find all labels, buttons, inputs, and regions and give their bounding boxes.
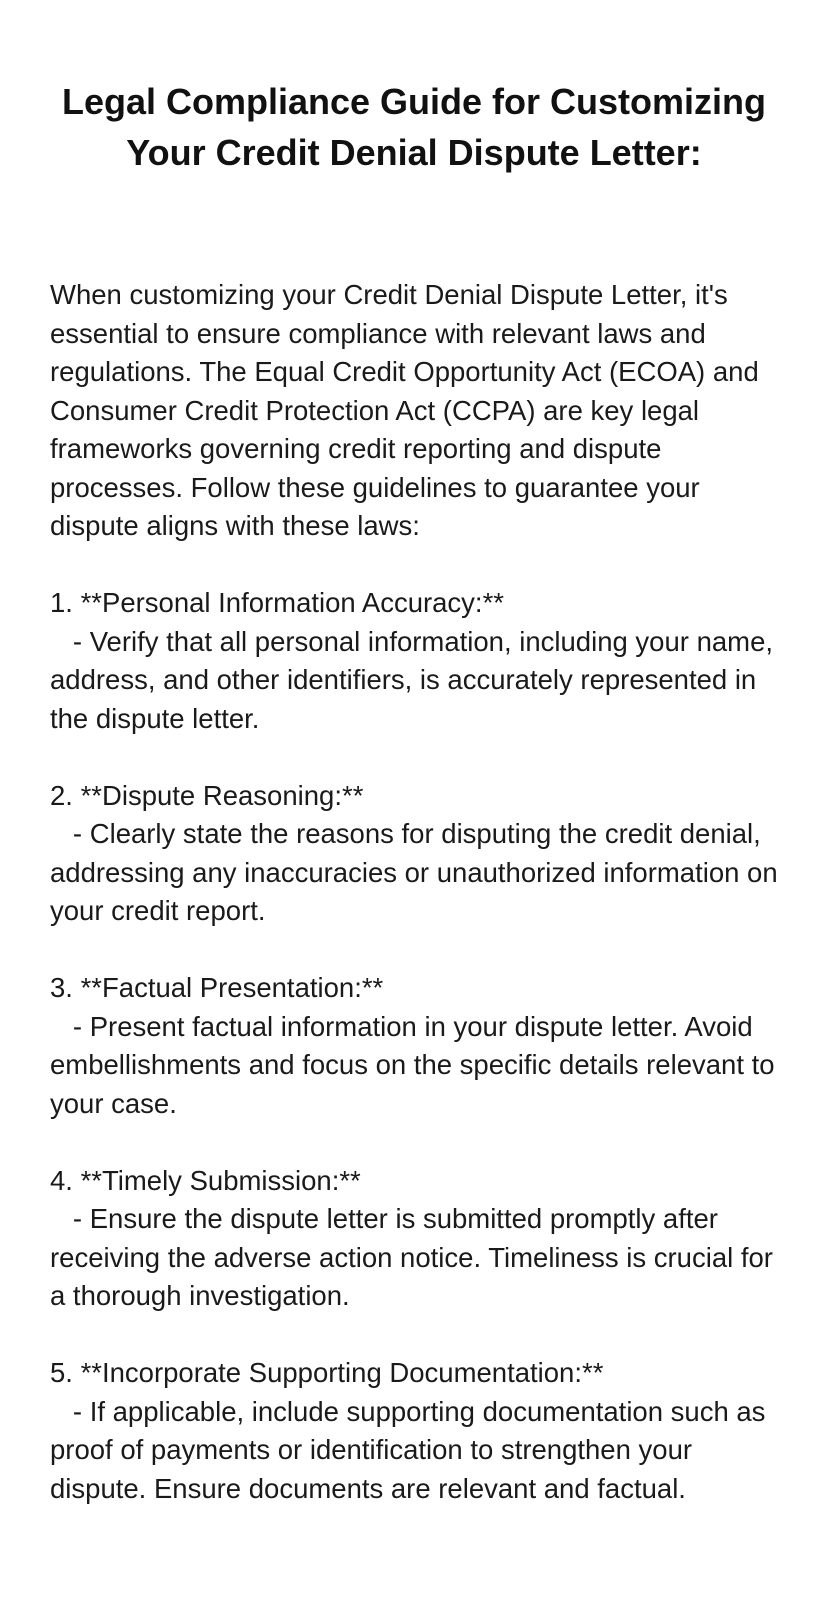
page-title: Legal Compliance Guide for Customizing Your Credit Denial Dispute Letter: (61, 81, 767, 173)
section-heading: 3. **Factual Presentation:** (50, 972, 384, 1003)
section-detail: - Clearly state the reasons for disputing the credit denial, addressing any inaccuracies or unauthorized information on your credit report. (50, 818, 786, 926)
intro-paragraph: When customizing your Credit Denial Dispute Letter, it's essential to ensure compliance with relevant laws and regulations. The Equal Credit Opportunity Act (ECOA) and Consumer Credit Protection Act (CCPA) are key legal frameworks governing credit reporting and dispute processes. Follow these guidelines to guarantee your dispute aligns with these laws: (50, 279, 759, 541)
section-personal-information (50, 584, 781, 738)
section-heading: 2. **Dispute Reasoning:** (50, 779, 364, 811)
section-dispute-reasoning (50, 777, 786, 931)
section-supporting-documentation (50, 1354, 778, 1508)
section-factual-presentation (50, 969, 783, 1123)
section-detail: - Verify that all personal information, including your name, address, and other identifiers, is accurately represented in the dispute letter. (50, 625, 781, 734)
section-heading: 1. **Personal Information Accuracy:** (50, 587, 504, 618)
section-heading: 5. **Incorporate Supporting Documentation:** (50, 1357, 604, 1388)
section-detail: - Present factual information in your dispute letter. Avoid embellishments and focus on the specific details relevant to your case. (50, 1010, 783, 1119)
section-detail: - If applicable, include supporting documentation such as proof of payments or identification to strengthen your dispute. Ensure documents are relevant and factual. (50, 1395, 774, 1504)
document-body (50, 276, 786, 1508)
section-heading: 4. **Timely Submission:** (50, 1164, 361, 1196)
section-detail: - Ensure the dispute letter is submitted promptly after receiving the adverse action notice. Timeliness is crucial for a thorough investigation. (50, 1203, 781, 1311)
section-timely-submission (50, 1162, 781, 1316)
